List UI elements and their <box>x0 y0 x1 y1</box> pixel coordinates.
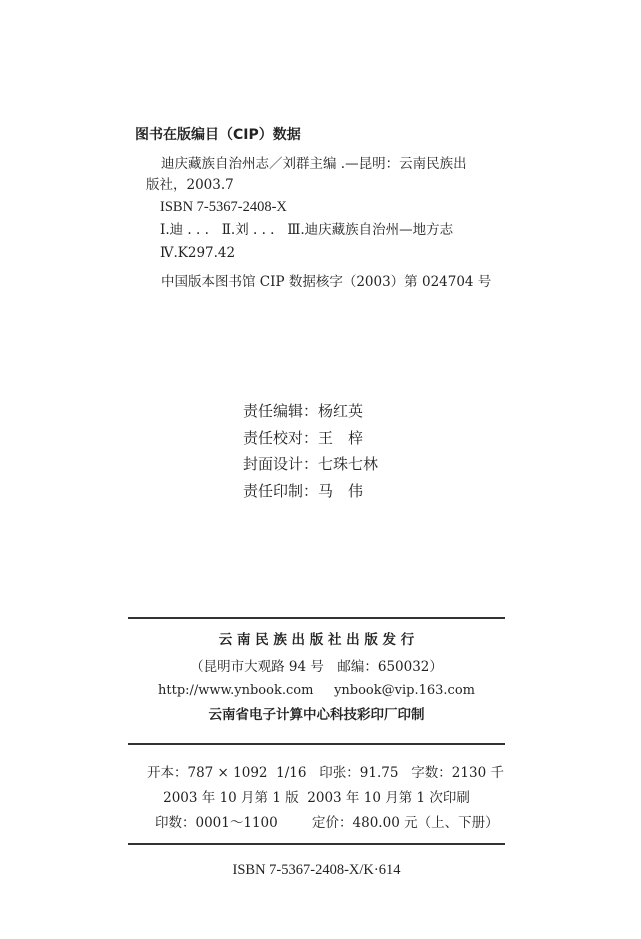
divider <box>128 843 505 845</box>
printer: 云南省电子计算中心科技彩印厂印制 <box>208 707 425 723</box>
publisher-name: 云 南 民 族 出 版 社 出 版 发 行 <box>218 632 415 648</box>
responsible-printer: 责任印制：马 伟 <box>243 482 364 500</box>
cip-line-1: 迪庆藏族自治州志／刘群主编 .—昆明：云南民族出 <box>161 156 467 172</box>
cip-title: 图书在版编目（CIP）数据 <box>135 127 301 143</box>
divider <box>128 743 505 745</box>
cover-designer: 封面设计：七珠七林 <box>243 455 379 473</box>
bottom-isbn: ISBN 7-5367-2408-X/K·614 <box>232 862 401 878</box>
responsible-editor: 责任编辑：杨红英 <box>243 402 364 420</box>
cip-number: 中国版本图书馆 CIP 数据核字（2003）第 024704 号 <box>161 274 492 290</box>
publisher-web: http://www.ynbook.com ynbook@vip.163.com <box>158 683 475 698</box>
cip-isbn: ISBN 7-5367-2408-X <box>160 199 287 215</box>
cip-classification: Ⅳ.K297.42 <box>160 245 236 261</box>
edition-info: 2003 年 10 月第 1 版 2003 年 10 月第 1 次印刷 <box>163 790 470 806</box>
format-spec: 开本：787 × 1092 1/16 印张：91.75 字数：2130 千 <box>147 765 504 781</box>
divider <box>128 617 505 619</box>
print-run-price: 印数：0001～1100 定价：480.00 元（上、下册） <box>155 815 499 831</box>
publisher-address: （昆明市大观路 94 号 邮编：650032） <box>190 659 443 675</box>
cip-subjects: Ⅰ.迪 . . . Ⅱ.刘 . . . Ⅲ.迪庆藏族自治州—地方志 <box>160 222 454 238</box>
cip-line-2: 版社，2003.7 <box>146 177 234 193</box>
responsible-proofreader: 责任校对：王 梓 <box>243 429 364 447</box>
